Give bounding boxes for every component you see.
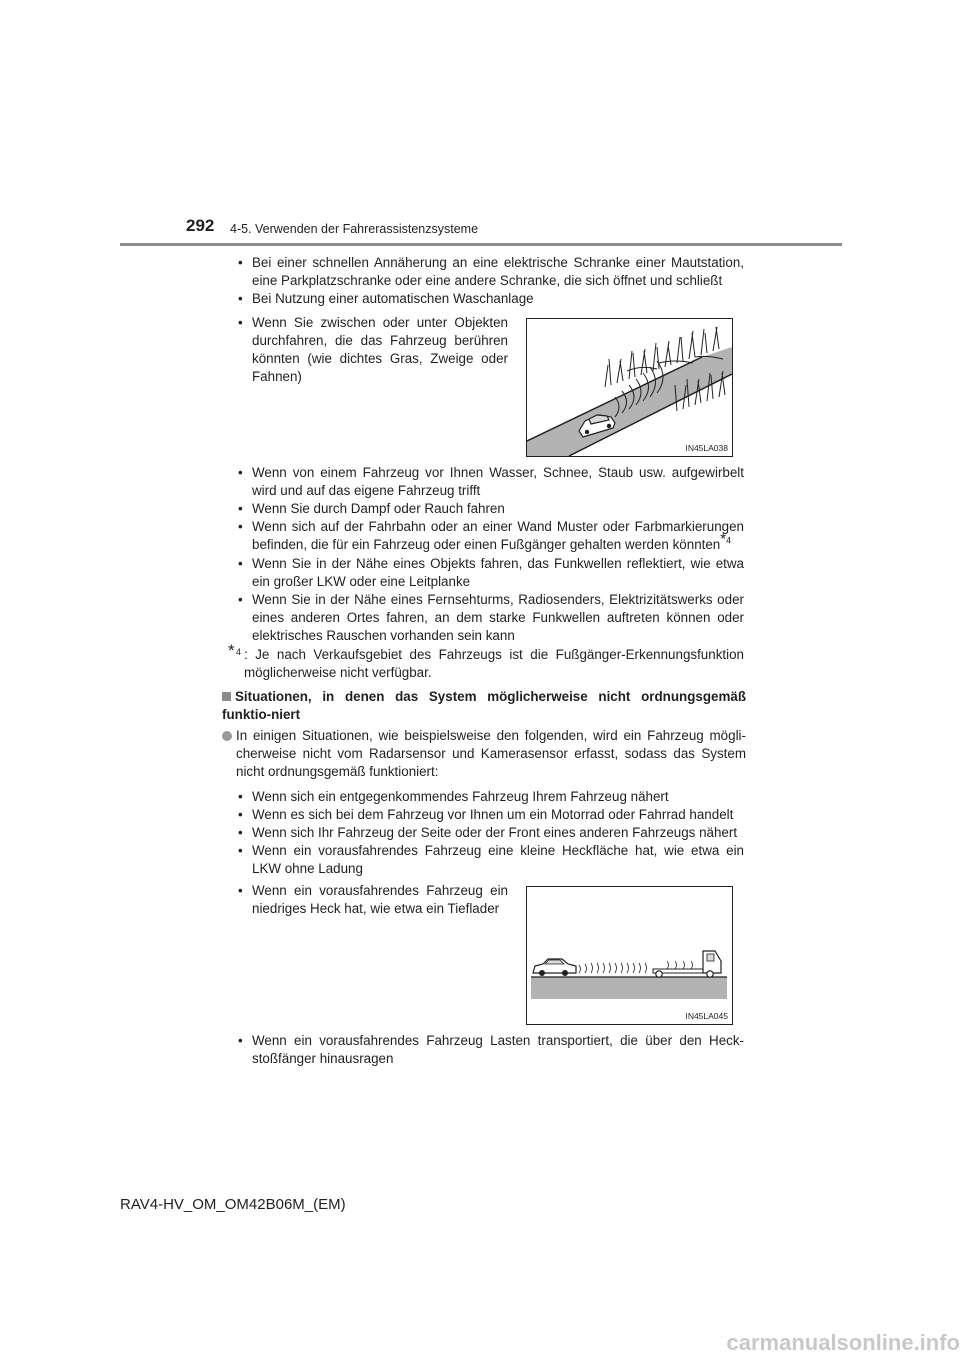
figure-grass-road: [526, 318, 733, 457]
list-item-text: Wenn Sie zwischen oder unter Objekten durchfahren, die das Fahrzeug berühren könnten (wie dichtes Gras, Zweige oder Fahnen): [252, 315, 508, 384]
list-item: • Wenn Sie zwischen oder unter Objekten durchfahren, die das Fahrzeug berühren könnten (wie dichtes Gras, Zweige oder Fahnen): [238, 315, 508, 384]
list-item: • Bei einer schnellen Annäherung an eine elektrische Schranke einer Mautstation, eine Parkplatzschranke oder eine andere Schranke, die sich öffnet und schließt: [238, 255, 744, 288]
footnote-text: : Je nach Verkaufsgebiet des Fahrzeugs ist die Fußgänger-Erkennungsfunktion möglicherweise nicht verfügbar.: [244, 647, 744, 680]
footer-doc-code: RAV4-HV_OM_OM42B06M_(EM): [120, 1196, 346, 1213]
list-item-text: Wenn Sie in der Nähe eines Objekts fahren, das Funkwellen reflektiert, wie etwa ein großer LKW oder eine Leitplanke: [252, 556, 744, 589]
list-item-text: Wenn es sich bei dem Fahrzeug vor Ihnen um ein Motorrad oder Fahrrad handelt: [252, 807, 734, 822]
footnote-ref: 4: [726, 535, 732, 546]
list-item: • Wenn ein vorausfahrendes Fahrzeug Lasten transportiert, die über den Heck-stoßfänger hinausragen: [238, 1033, 744, 1066]
list-item-text: Wenn von einem Fahrzeug vor Ihnen Wasser, Schnee, Staub usw. aufgewirbelt wird und auf das eigene Fahrzeug trifft: [252, 465, 744, 498]
list-item-text: Wenn Sie in der Nähe eines Fernsehturms, Radiosenders, Elektrizitätswerks oder eines anderen Ortes fahren, an dem starke Funkwellen auftreten können oder elektrisches Rauschen vorhanden sein kann: [252, 592, 744, 643]
list-item: • Wenn Sie in der Nähe eines Fernsehturms, Radiosenders, Elektrizitätswerks oder eines anderen Ortes fahren, an dem starke Funkwellen auftreten können oder elektrisches Rauschen vorhanden sein kann: [238, 592, 744, 643]
list-item: • Wenn sich auf der Fahrbahn oder an einer Wand Muster oder Farbmarkierungen befinden, die für ein Fahrzeug oder einen Fußgänger gehalten werden könnten$^{*4}$: [238, 519, 744, 552]
list-item: • Wenn Sie in der Nähe eines Objekts fahren, das Funkwellen reflektiert, wie etwa ein großer LKW oder eine Leitplanke: [238, 556, 744, 589]
list-item-text: Wenn ein vorausfahrendes Fahrzeug eine kleine Heckfläche hat, wie etwa ein LKW ohne Ladung: [252, 843, 744, 876]
list-item-text: Bei Nutzung einer automatischen Waschanlage: [252, 291, 534, 306]
low-trailer-illustration: [527, 887, 732, 1024]
figure-label: IN45LA038: [685, 443, 728, 453]
section-heading: [222, 688, 746, 724]
list-item: • Wenn von einem Fahrzeug vor Ihnen Wasser, Schnee, Staub usw. aufgewirbelt wird und auf das eigene Fahrzeug trifft: [238, 465, 744, 498]
footnote: [228, 641, 744, 682]
figure-low-trailer: [526, 886, 733, 1025]
list-item: • Bei Nutzung einer automatischen Waschanlage: [238, 290, 744, 308]
list-item: • Wenn es sich bei dem Fahrzeug vor Ihnen um ein Motorrad oder Fahrrad handelt: [238, 806, 744, 824]
footnote-star: *: [720, 530, 727, 548]
list-item-text: Bei einer schnellen Annäherung an eine elektrische Schranke einer Mautstation, eine Parkplatzschranke oder eine andere Schranke, die sich öffnet und schließt: [252, 255, 744, 288]
section-title: 4-5. Verwenden der Fahrerassistenzsysteme: [230, 222, 479, 236]
heading-square-icon: [222, 692, 231, 701]
watermark: carmanualsonline.info: [726, 1330, 960, 1355]
list-item: • Wenn sich Ihr Fahrzeug der Seite oder der Front eines anderen Fahrzeugs nähert: [238, 824, 744, 842]
intro-text: In einigen Situationen, wie beispielsweise den folgenden, wird ein Fahrzeug mögli-cherweise nicht vom Radarsensor und Kamerasensor erfasst, sodass das System nicht ordnungsgemäß funktioniert:: [236, 728, 746, 779]
page-number: 292: [186, 216, 215, 235]
header-rule: [120, 243, 842, 246]
list-item-text: Wenn sich ein entgegenkommendes Fahrzeug Ihrem Fahrzeug nähert: [252, 789, 669, 804]
list-item-text: Wenn ein vorausfahrendes Fahrzeug Lasten transportiert, die über den Heck-stoßfänger hinausragen: [252, 1033, 744, 1066]
footnote-star: *: [228, 641, 235, 660]
list-item-text: Wenn sich Ihr Fahrzeug der Seite oder der Front eines anderen Fahrzeugs nähert: [252, 825, 738, 840]
figure-label: IN45LA045: [685, 1011, 728, 1021]
intro-paragraph: [222, 727, 746, 781]
heading-text: Situationen, in denen das System möglicherweise nicht ordnungsgemäß funktio-niert: [222, 689, 746, 722]
list-item: • Wenn sich ein entgegenkommendes Fahrzeug Ihrem Fahrzeug nähert: [238, 788, 744, 806]
list-item-text: Wenn ein vorausfahrendes Fahrzeug ein niedriges Heck hat, wie etwa ein Tieflader: [252, 883, 508, 916]
list-item: • Wenn ein vorausfahrendes Fahrzeug ein niedriges Heck hat, wie etwa ein Tieflader: [238, 883, 508, 916]
circle-bullet-icon: [222, 731, 232, 741]
footnote-number: 4: [236, 647, 242, 657]
list-item: • Wenn ein vorausfahrendes Fahrzeug eine kleine Heckfläche hat, wie etwa ein LKW ohne Ladung: [238, 843, 744, 876]
list-item-text: Wenn Sie durch Dampf oder Rauch fahren: [252, 501, 505, 516]
grass-road-illustration: [527, 319, 732, 456]
list-item-text: Wenn sich auf der Fahrbahn oder an einer Wand Muster oder Farbmarkierungen befinden, die für ein Fahrzeug oder einen Fußgänger gehalten werden könnten: [252, 519, 744, 552]
list-item: • Wenn Sie durch Dampf oder Rauch fahren: [238, 500, 744, 518]
